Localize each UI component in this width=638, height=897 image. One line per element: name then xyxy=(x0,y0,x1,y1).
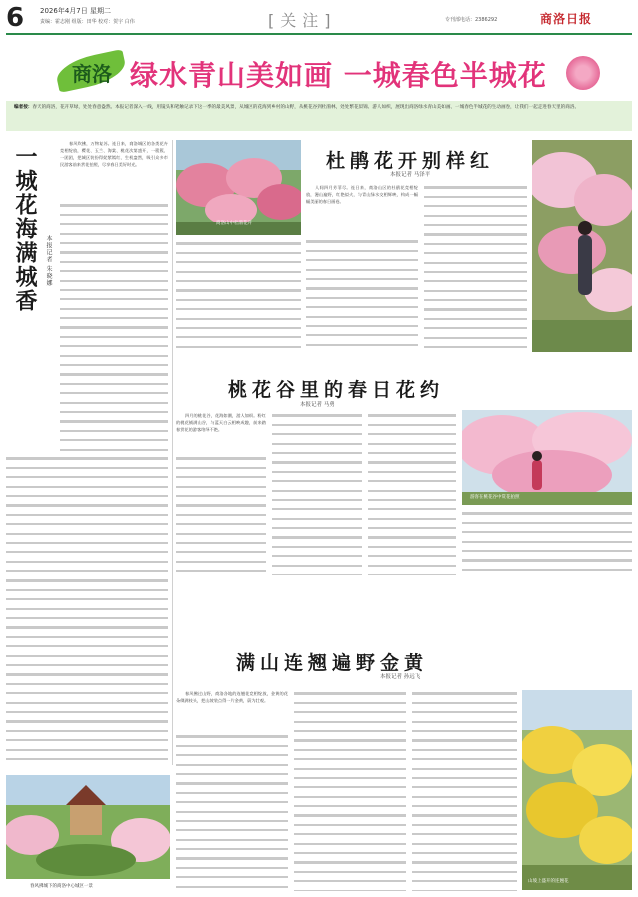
forsythia-photo xyxy=(522,690,632,890)
forsythia-photo-image xyxy=(522,690,632,890)
peach-photo-caption: 游客在桃花谷中赏花拍照 xyxy=(470,495,520,500)
peach-photo-image xyxy=(462,410,632,505)
forsythia-article-body-col3 xyxy=(412,690,517,891)
banner-place: 商洛 xyxy=(72,62,112,86)
peach-article-title: 桃花谷里的春日花约 xyxy=(228,379,445,401)
flower-visitor-photo xyxy=(532,140,632,352)
city-photo-caption: 春风拂城下的商洛中心城区一景 xyxy=(30,884,93,889)
flower-decoration-icon xyxy=(566,56,600,90)
azalea-article-byline: 本报记者 马泽平 xyxy=(390,172,431,178)
peach-article-byline: 本报记者 马勇 xyxy=(300,402,335,408)
city-photo xyxy=(6,775,170,879)
forsythia-article-body-col2 xyxy=(294,690,406,891)
feature-banner xyxy=(6,48,632,98)
side-article-body xyxy=(60,202,168,452)
flower-visitor-photo-image xyxy=(532,140,632,352)
forsythia-photo-caption: 山坡上盛开的连翘花 xyxy=(528,879,569,884)
issue-date: 2026年4月7日 星期二 xyxy=(40,7,111,15)
side-article-body-continued xyxy=(6,455,168,767)
azalea-article-title: 杜鹃花开别样红 xyxy=(326,150,495,172)
editor-note-text: 春天的商洛，花开草绿，处处春意盎然。本报记者深入一线，用镜头和笔触记录下这一季的最美风景，从城区的花海到乡村的山野，从桃花谷到杜鹃林，处处繁花似锦、游人如织，展现出商洛绿水青山美如画、一城春色半城花的生动画卷，让我们一起走进春天里的商洛。 xyxy=(32,105,580,110)
page-number: 6 xyxy=(6,3,25,33)
banner-title: 绿水青山美如画 一城春色半城花 xyxy=(130,59,547,92)
header-divider xyxy=(6,33,632,35)
peach-article-intro: 四月的桃花谷，花海如潮，游人如织。粉红的桃花铺满山谷，与蓝天白云相映成趣，前来踏春赏花的游客络绎不绝。 xyxy=(176,413,266,432)
newspaper-masthead: 商洛日报 xyxy=(540,12,593,26)
editor-phone: 专刊部电话：2386292 xyxy=(445,17,498,23)
editor-note-label: 编者按： xyxy=(14,105,33,110)
forsythia-article-byline: 本报记者 孙远飞 xyxy=(380,674,421,680)
forsythia-article-body-col1 xyxy=(176,733,288,891)
side-article-intro: 春风吹拂，万物复苏。连日来，商洛城区的各类花卉竞相绽放，樱花、玉兰、海棠、桃花次第盛开，一簇簇、一团团，把城区装扮得姹紫嫣红、生机盎然，吸引众多市民游客前来赏花拍照，尽享春日美好时光。 xyxy=(60,141,168,167)
peach-photo xyxy=(462,410,632,505)
column-divider xyxy=(172,140,173,765)
peach-article-body-col3 xyxy=(368,412,456,575)
azalea-photo-caption: 商洛山中杜鹃花开 xyxy=(216,221,252,226)
peach-article-body-col4 xyxy=(462,510,632,575)
azalea-article-intro: 人间四月芳菲尽。连日来，商洛山区的杜鹃花竞相绽放，漫山遍野，红艳似火，与青山绿水交相辉映，构成一幅幅美丽的春日画卷。 xyxy=(306,185,418,204)
editor-note xyxy=(6,101,632,131)
city-photo-image xyxy=(6,775,170,879)
page-header xyxy=(0,0,638,42)
section-label: [关注] xyxy=(268,11,337,30)
azalea-photo xyxy=(176,140,301,235)
forsythia-article-title: 满山连翘遍野金黄 xyxy=(236,652,429,674)
staff-credits: 责编：霍志刚 组版：田华 校对：贺宇 白伟 xyxy=(40,19,135,25)
side-article-title: 一城花海满城香 xyxy=(12,145,38,313)
forsythia-article-intro: 春风拂过山野，商洛各地的连翘花竞相绽放，金黄的花朵缀满枝头，把山坡装点得一片金黄，蔚为壮观。 xyxy=(176,691,288,703)
peach-article-body-col2 xyxy=(272,412,362,575)
azalea-article-body-col2 xyxy=(306,238,418,350)
azalea-article-body-col3 xyxy=(424,184,527,350)
peach-article-body-col1 xyxy=(176,455,266,575)
azalea-article-body-col1 xyxy=(176,240,301,350)
side-article-byline: 本报记者 朱晓娜 xyxy=(45,235,52,287)
